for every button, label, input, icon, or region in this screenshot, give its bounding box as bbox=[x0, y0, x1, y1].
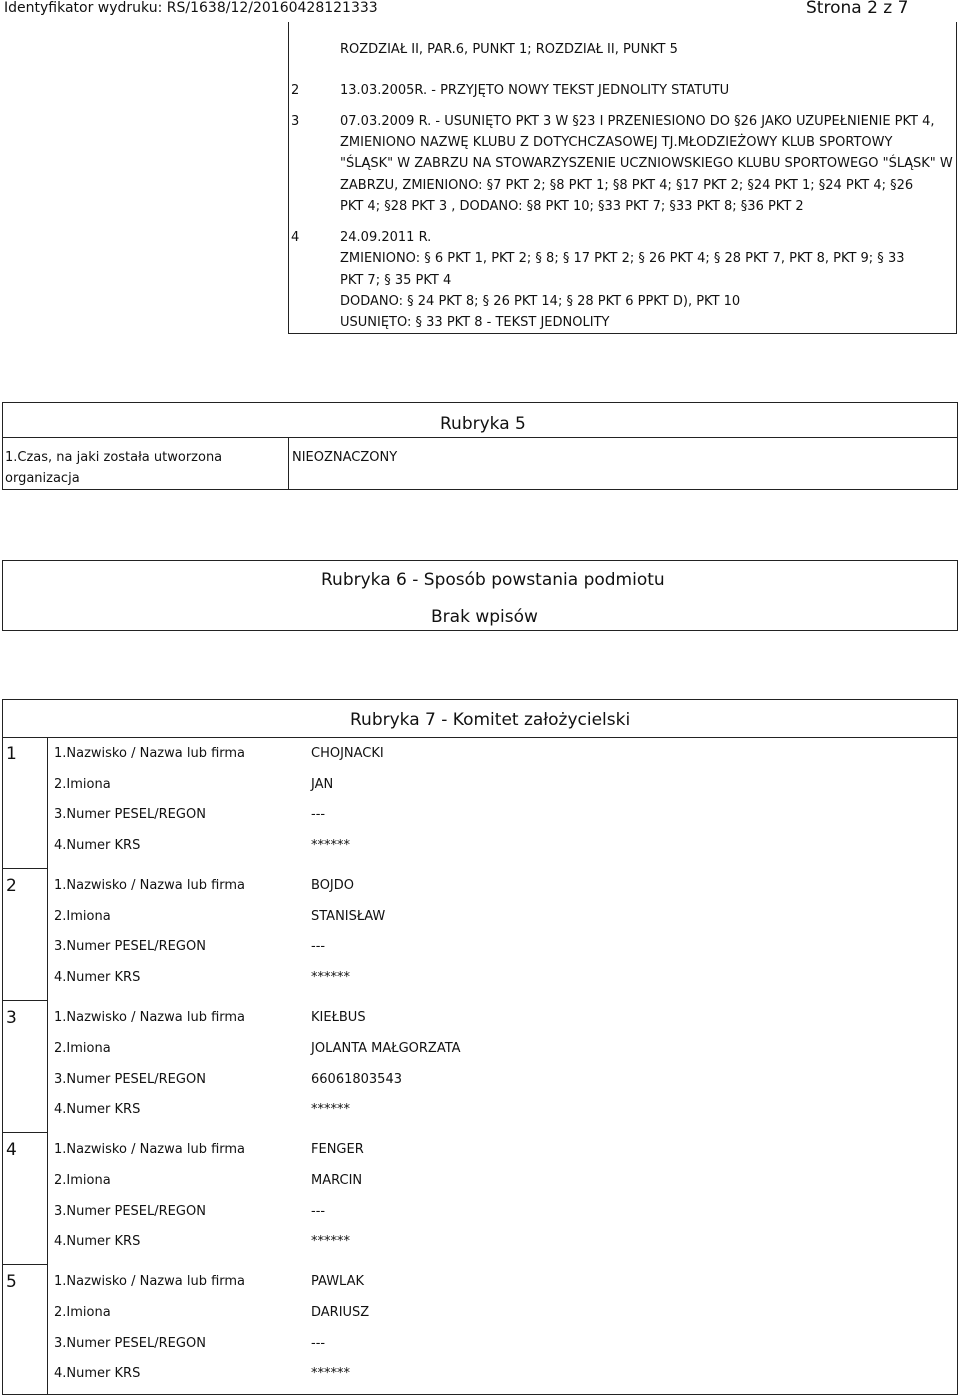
krs-value: ****** bbox=[311, 970, 350, 985]
history-right-border bbox=[956, 22, 957, 334]
history-row-4-line-1: 24.09.2011 R. bbox=[340, 230, 432, 245]
member-number: 2 bbox=[6, 876, 17, 896]
surname-label: 1.Nazwisko / Nazwa lub firma bbox=[54, 746, 246, 761]
history-row-3-line-1: 07.03.2009 R. - USUNIĘTO PKT 3 W §23 I PRZENIESIONO DO §26 JAKO UZUPEŁNIENIE PKT 4, bbox=[340, 114, 935, 129]
history-row-4-line-2: ZMIENIONO: § 6 PKT 1, PKT 2; § 8; § 17 PKT 2; § 26 PKT 4; § 28 PKT 7, PKT 8, PKT 9; § 33 bbox=[340, 251, 905, 266]
member-divider-1 bbox=[2, 868, 48, 869]
surname-value: PAWLAK bbox=[311, 1274, 365, 1289]
history-bottom-border bbox=[288, 333, 957, 334]
history-left-border bbox=[288, 22, 289, 334]
pesel-label: 3.Numer PESEL/REGON bbox=[54, 1204, 206, 1219]
rubryka-7-number-column bbox=[47, 737, 48, 1395]
krs-value: ****** bbox=[311, 838, 350, 853]
krs-label: 4.Numer KRS bbox=[54, 1102, 141, 1117]
pesel-label: 3.Numer PESEL/REGON bbox=[54, 939, 206, 954]
first-names-value: JAN bbox=[311, 777, 334, 792]
krs-label: 4.Numer KRS bbox=[54, 1366, 141, 1381]
rubryka-6-empty-text: Brak wpisów bbox=[431, 607, 538, 627]
history-row-3-line-5: PKT 4; §28 PKT 3 , DODANO: §8 PKT 10; §33 PKT 7; §33 PKT 8; §36 PKT 2 bbox=[340, 199, 804, 214]
rubryka-5-column-divider bbox=[288, 437, 289, 489]
history-row-4-number: 4 bbox=[291, 230, 300, 245]
krs-value: ****** bbox=[311, 1366, 350, 1381]
krs-label: 4.Numer KRS bbox=[54, 970, 141, 985]
history-row-4-line-4: DODANO: § 24 PKT 8; § 26 PKT 14; § 28 PKT 6 PPKT D), PKT 10 bbox=[340, 294, 741, 309]
rubryka-5-value: NIEOZNACZONY bbox=[292, 450, 398, 465]
pesel-label: 3.Numer PESEL/REGON bbox=[54, 807, 206, 822]
member-number: 3 bbox=[6, 1008, 17, 1028]
history-row-3-number: 3 bbox=[291, 114, 300, 129]
history-row-1-text: ROZDZIAŁ II, PAR.6, PUNKT 1; ROZDZIAŁ II, PUNKT 5 bbox=[340, 42, 678, 57]
rubryka-5-divider bbox=[2, 437, 958, 438]
member-number: 4 bbox=[6, 1140, 17, 1160]
first-names-value: MARCIN bbox=[311, 1173, 363, 1188]
history-row-2-text: 13.03.2005R. - PRZYJĘTO NOWY TEKST JEDNOLITY STATUTU bbox=[340, 83, 730, 98]
krs-label: 4.Numer KRS bbox=[54, 1234, 141, 1249]
first-names-value: STANISŁAW bbox=[311, 909, 386, 924]
surname-value: BOJDO bbox=[311, 878, 354, 893]
pesel-value: 66061803543 bbox=[311, 1072, 402, 1087]
krs-label: 4.Numer KRS bbox=[54, 838, 141, 853]
member-number: 5 bbox=[6, 1272, 17, 1292]
member-divider-2 bbox=[2, 1000, 48, 1001]
rubryka-7-title-divider bbox=[2, 737, 958, 738]
member-divider-4 bbox=[2, 1264, 48, 1265]
first-names-label: 2.Imiona bbox=[54, 909, 111, 924]
first-names-value: JOLANTA MAŁGORZATA bbox=[311, 1041, 461, 1056]
krs-value: ****** bbox=[311, 1234, 350, 1249]
rubryka-7-title: Rubryka 7 - Komitet założycielski bbox=[350, 710, 631, 730]
rubryka-5-label-line-1: 1.Czas, na jaki została utworzona bbox=[5, 450, 223, 465]
surname-value: KIEŁBUS bbox=[311, 1010, 366, 1025]
krs-value: ****** bbox=[311, 1102, 350, 1117]
first-names-value: DARIUSZ bbox=[311, 1305, 370, 1320]
rubryka-6-title: Rubryka 6 - Sposób powstania podmiotu bbox=[321, 570, 665, 590]
pesel-value: --- bbox=[311, 1204, 326, 1219]
pesel-value: --- bbox=[311, 807, 326, 822]
history-row-3-line-4: ZABRZU, ZMIENIONO: §7 PKT 2; §8 PKT 1; §8 PKT 4; §17 PKT 2; §24 PKT 1; §24 PKT 4; §26 bbox=[340, 178, 914, 193]
pesel-value: --- bbox=[311, 939, 326, 954]
pesel-label: 3.Numer PESEL/REGON bbox=[54, 1336, 206, 1351]
history-row-3-line-2: ZMIENIONO NAZWĘ KLUBU Z DOTYCHCZASOWEJ TJ.MŁODZIEŻOWY KLUB SPORTOWY bbox=[340, 135, 893, 150]
rubryka-5-title: Rubryka 5 bbox=[440, 414, 526, 434]
surname-label: 1.Nazwisko / Nazwa lub firma bbox=[54, 878, 246, 893]
history-row-2-number: 2 bbox=[291, 83, 300, 98]
surname-label: 1.Nazwisko / Nazwa lub firma bbox=[54, 1010, 246, 1025]
history-row-4-line-5: USUNIĘTO: § 33 PKT 8 - TEKST JEDNOLITY bbox=[340, 315, 610, 330]
surname-value: FENGER bbox=[311, 1142, 364, 1157]
surname-label: 1.Nazwisko / Nazwa lub firma bbox=[54, 1274, 246, 1289]
rubryka-5-label-line-2: organizacja bbox=[5, 471, 80, 486]
print-identifier: Identyfikator wydruku: RS/1638/12/20160428121333 bbox=[4, 0, 378, 16]
pesel-value: --- bbox=[311, 1336, 326, 1351]
member-divider-3 bbox=[2, 1132, 48, 1133]
first-names-label: 2.Imiona bbox=[54, 1173, 111, 1188]
first-names-label: 2.Imiona bbox=[54, 777, 111, 792]
history-row-4-line-3: PKT 7; § 35 PKT 4 bbox=[340, 273, 452, 288]
member-number: 1 bbox=[6, 744, 17, 764]
first-names-label: 2.Imiona bbox=[54, 1041, 111, 1056]
surname-value: CHOJNACKI bbox=[311, 746, 384, 761]
history-row-3-line-3: "ŚLĄSK" W ZABRZU NA STOWARZYSZENIE UCZNIOWSKIEGO KLUBU SPORTOWEGO "ŚLĄSK" W bbox=[340, 156, 953, 171]
surname-label: 1.Nazwisko / Nazwa lub firma bbox=[54, 1142, 246, 1157]
first-names-label: 2.Imiona bbox=[54, 1305, 111, 1320]
page-number: Strona 2 z 7 bbox=[806, 0, 909, 18]
pesel-label: 3.Numer PESEL/REGON bbox=[54, 1072, 206, 1087]
